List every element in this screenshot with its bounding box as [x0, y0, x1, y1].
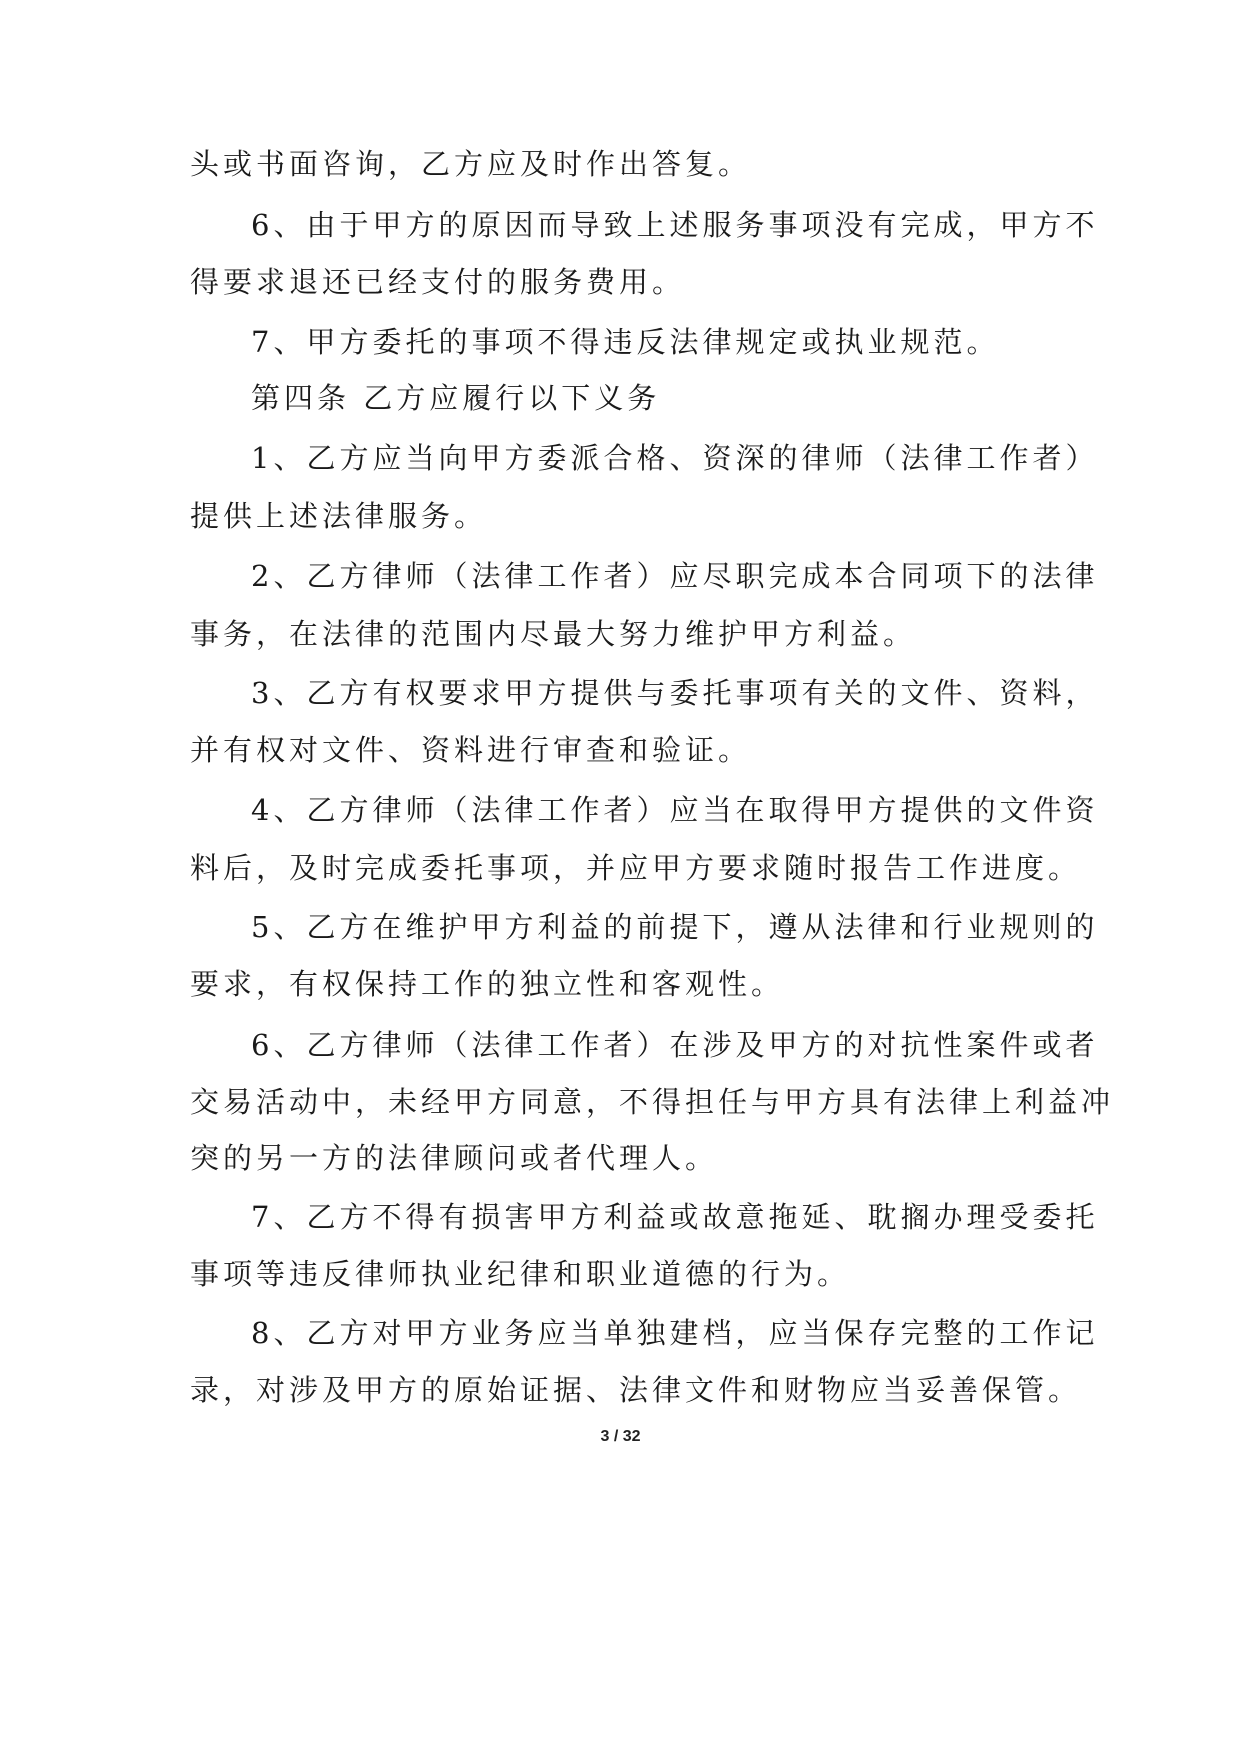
body-line: 得要求退还已经支付的服务费用。 [190, 265, 686, 299]
body-line: 2、乙方律师（法律工作者）应尽职完成本合同项下的法律 [251, 559, 1099, 593]
body-line: 要求，有权保持工作的独立性和客观性。 [190, 967, 785, 1001]
body-line: 6、乙方律师（法律工作者）在涉及甲方的对抗性案件或者 [251, 1028, 1099, 1062]
body-line: 料后，及时完成委托事项，并应甲方要求随时报告工作进度。 [190, 851, 1082, 885]
body-line: 1、乙方应当向甲方委派合格、资深的律师（法律工作者） [251, 441, 1099, 475]
body-line: 5、乙方在维护甲方利益的前提下，遵从法律和行业规则的 [251, 910, 1099, 944]
body-line: 事务，在法律的范围内尽最大努力维护甲方利益。 [190, 617, 917, 651]
body-line: 4、乙方律师（法律工作者）应当在取得甲方提供的文件资 [251, 793, 1099, 827]
body-line: 8、乙方对甲方业务应当单独建档，应当保存完整的工作记 [251, 1316, 1099, 1350]
body-line: 录，对涉及甲方的原始证据、法律文件和财物应当妥善保管。 [190, 1373, 1082, 1407]
page-number: 3 / 32 [600, 1428, 641, 1445]
body-line: 7、乙方不得有损害甲方利益或故意拖延、耽搁办理受委托 [251, 1200, 1099, 1234]
body-line: 突的另一方的法律顾问或者代理人。 [190, 1141, 719, 1175]
body-line: 并有权对文件、资料进行审查和验证。 [190, 733, 752, 767]
body-line: 提供上述法律服务。 [190, 499, 488, 533]
body-line: 事项等违反律师执业纪律和职业道德的行为。 [190, 1257, 851, 1291]
section-heading: 第四条 乙方应履行以下义务 [251, 381, 661, 415]
body-line: 交易活动中，未经甲方同意，不得担任与甲方具有法律上利益冲 [190, 1085, 1115, 1119]
body-line: 头或书面咨询，乙方应及时作出答复。 [190, 147, 752, 181]
body-line: 7、甲方委托的事项不得违反法律规定或执业规范。 [251, 325, 1000, 359]
body-line: 3、乙方有权要求甲方提供与委托事项有关的文件、资料， [251, 676, 1099, 710]
body-line: 6、由于甲方的原因而导致上述服务事项没有完成，甲方不 [251, 208, 1099, 242]
